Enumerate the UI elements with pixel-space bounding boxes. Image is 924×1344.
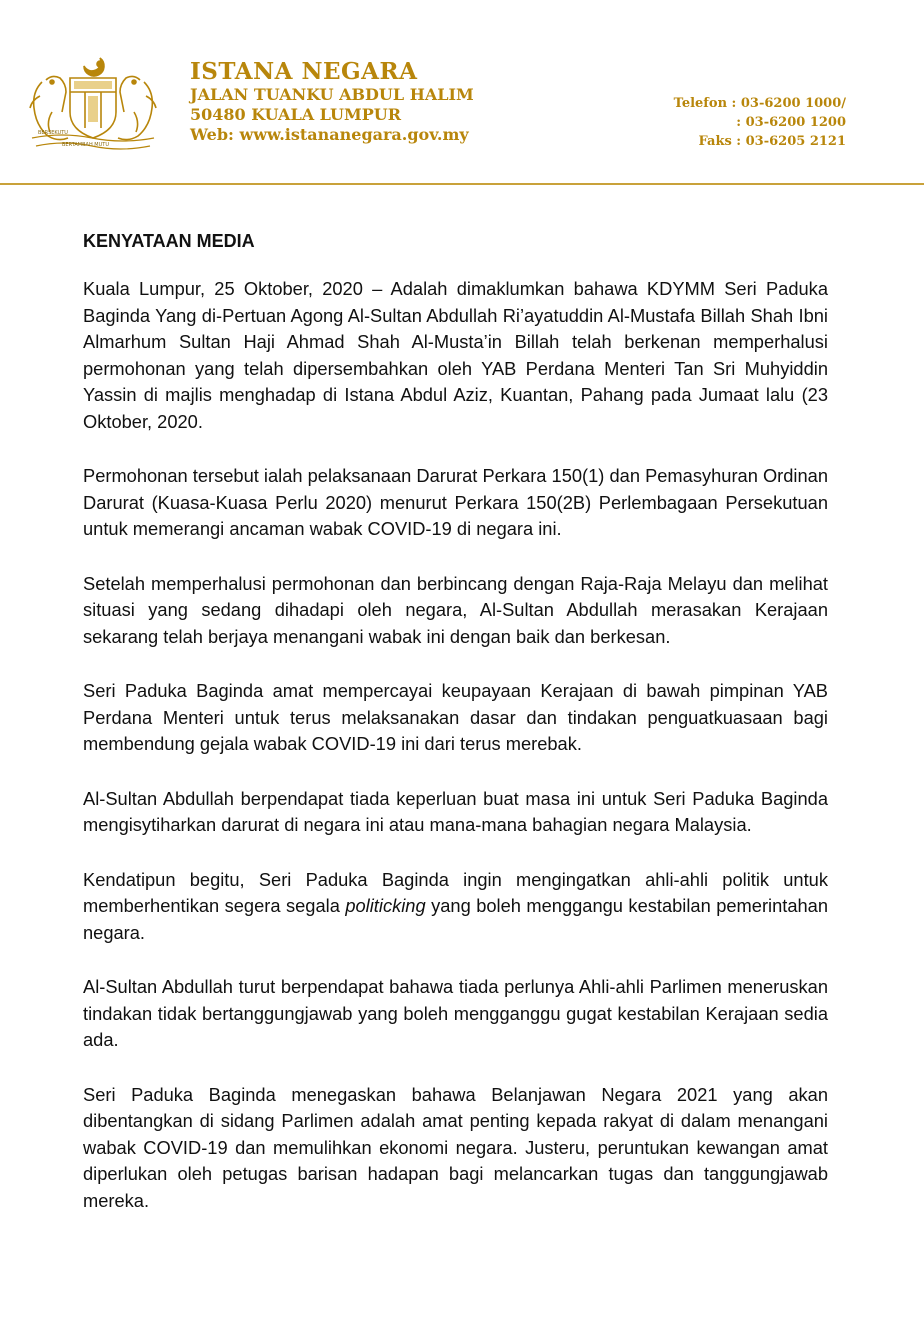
paragraph: Seri Paduka Baginda amat mempercayai keupayaan Kerajaan di bawah pimpinan YAB Perdana Menteri untuk terus melaksanakan dasar dan tindakan penguatkuasaan bagi membendung gejala wabak COVID-19 ini dari terus merebak. — [83, 680, 828, 754]
statement-body — [83, 228, 828, 1242]
coat-of-arms-icon — [22, 52, 164, 156]
address-line-1: JALAN TUANKU ABDUL HALIM — [190, 85, 474, 104]
paragraph: Al-Sultan Abdullah berpendapat tiada keperluan buat masa ini untuk Seri Paduka Baginda mengisytiharkan darurat di negara ini atau mana-mana bahagian negara Malaysia. — [83, 787, 828, 835]
telefon-line-2: : 03-6200 1200 — [736, 115, 846, 130]
paragraph: Seri Paduka Baginda menegaskan bahawa Belanjawan Negara 2021 yang akan dibentangkan di sidang Parlimen adalah amat penting kepada rakyat di dalam menangani wabak COVID-19 dan memulihkan ekonomi negara. Justeru, peruntukan kewangan amat diperlukan oleh petugas barisan hadapan bagi melancarkan tugas dan tanggungjawab mereka. — [83, 1083, 828, 1211]
paragraph: Permohonan tersebut ialah pelaksanaan Darurat Perkara 150(1) dan Pemasyhuran Ordinan Darurat (Kuasa-Kuasa Perlu 2020) menurut Perkara 150(2B) Perlembagaan Persekutuan untuk memerangi ancaman wabak COVID-19 di negara ini. — [83, 465, 828, 539]
address-line-2: 50480 KUALA LUMPUR — [190, 105, 401, 124]
faks-line: Faks : 03-6205 2121 — [698, 134, 846, 149]
organisation-block — [190, 58, 474, 145]
paragraph: Al-Sultan Abdullah turut berpendapat bahawa tiada perlunya Ahli-ahli Parlimen meneruskan tindakan tidak bertanggungjawab yang boleh mengganggu gugat kestabilan Kerajaan sedia ada. — [83, 976, 828, 1050]
organisation-name: ISTANA NEGARA — [190, 58, 418, 85]
paragraph: Setelah memperhalusi permohonan dan berbincang dengan Raja-Raja Melayu dan melihat situasi yang sedang dihadapi oleh negara, Al-Sultan Abdullah merasakan Kerajaan sekarang telah berjaya menangani wabak ini dengan baik dan berkesan. — [83, 572, 828, 647]
crest-motto-left: BERSEKUTU — [38, 130, 68, 136]
paragraph: Kuala Lumpur, 25 Oktober, 2020 – Adalah dimaklumkan bahawa KDYMM Seri Paduka Baginda Yang di-Pertuan Agong Al-Sultan Abdullah Ri’ayatuddin Al-Mustafa Billah Shah Ibni Almarhum Sultan Haji Ahmad Shah Al-Musta’in Billah telah berkenan memperhalusi permohonan yang telah dipersembahkan oleh YAB Perdana Menteri Tan Sri Muhyiddin Yassin di majlis menghadap di Istana Abdul Aziz, Kuantan, Pahang pada Jumaat lalu (23 Oktober, 2020. — [83, 278, 828, 432]
paragraph-text: Kendatipun begitu, Seri Paduka Baginda ingin mengingatkan ahli-ahli politik untuk memberhentikan segera segala — [83, 868, 828, 916]
statement-title: KENYATAAN MEDIA — [83, 231, 255, 251]
website: Web: www.istananegara.gov.my — [190, 125, 469, 144]
contact-block — [674, 94, 846, 151]
letterhead — [0, 0, 924, 190]
italic-term: politicking — [345, 895, 426, 916]
paragraph — [83, 867, 828, 947]
header-divider — [0, 183, 924, 185]
paragraph-text: yang boleh menggangu kestabilan pemerintahan negara. — [83, 895, 829, 943]
crest-motto-right: BERTAMBAH MUTU — [62, 142, 109, 148]
telefon-line-1: Telefon : 03-6200 1000/ — [673, 96, 846, 111]
